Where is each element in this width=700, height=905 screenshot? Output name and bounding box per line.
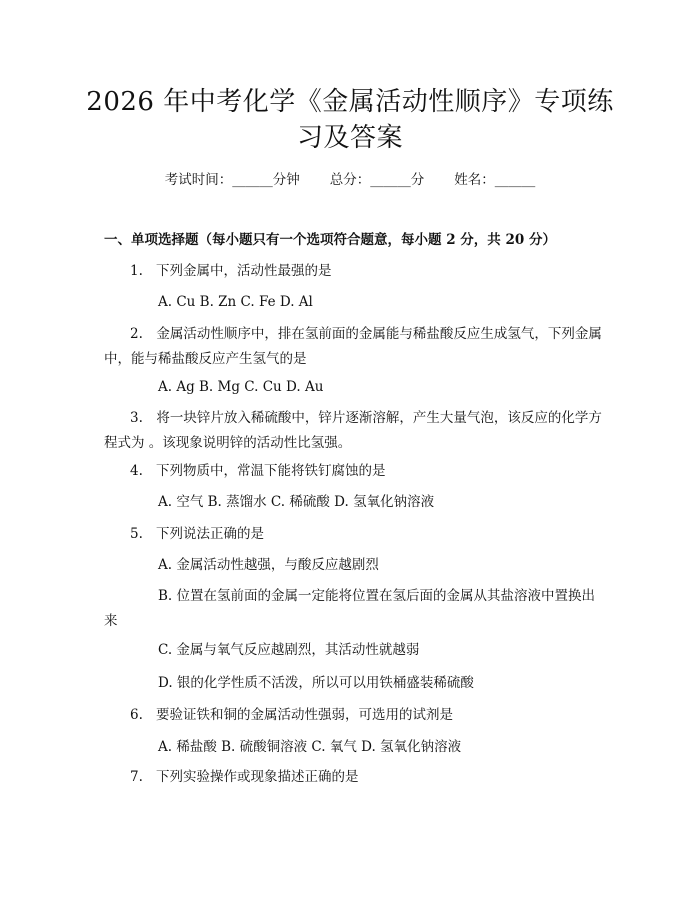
question-5-option-c: C. 金属与氧气反应越剧烈，其活动性就越弱: [158, 642, 420, 658]
document-title: [80, 84, 620, 156]
question-2-options: A. Ag B. Mg C. Cu D. Au: [158, 379, 324, 395]
question-1-options: A. Cu B. Zn C. Fe D. Al: [158, 294, 313, 310]
question-number: 5.: [130, 526, 143, 542]
question-4-options: A. 空气 B. 蒸馏水 C. 稀硫酸 D. 氢氧化钠溶液: [158, 494, 435, 510]
question-5: [130, 524, 610, 544]
total-score-field: 总分：______分: [329, 172, 425, 188]
section-heading: 一、单项选择题（每小题只有一个选项符合题意，每小题 2 分，共 20 分）: [104, 232, 556, 248]
question-text: 下列实验操作或现象描述正确的是: [156, 769, 359, 785]
question-6: [130, 705, 610, 725]
question-6-options: A. 稀盐酸 B. 硫酸铜溶液 C. 氧气 D. 氢氧化钠溶液: [158, 739, 462, 755]
question-number: 1.: [130, 263, 143, 279]
question-5-option-b: B. 位置在氢前面的金属一定能将位置在氢后面的金属从其盐溶液中置换出来: [104, 588, 596, 629]
question-text: 要验证铁和铜的金属活动性强弱，可选用的试剂是: [156, 707, 453, 723]
question-3: 3. 将一块锌片放入稀硫酸中，锌片逐渐溶解，产生大量气泡，该反应的化学方程式为 。该现象说明锌的活动性比氢强。: [104, 410, 602, 451]
question-5-option-d: D. 银的化学性质不活泼，所以可以用铁桶盛装稀硫酸: [158, 675, 474, 691]
title-line-1: 2026 年中考化学《金属活动性顺序》专项练: [86, 87, 614, 117]
question-7: [130, 767, 610, 787]
question-5-option-a: A. 金属活动性越强，与酸反应越剧烈: [158, 557, 379, 573]
exam-time-field: 考试时间：______分钟: [164, 172, 300, 188]
student-name-field: 姓名：______: [454, 172, 536, 188]
question-4: [130, 461, 610, 481]
question-text: 下列金属中，活动性最强的是: [156, 263, 332, 279]
question-2: 2. 金属活动性顺序中，排在氢前面的金属能与稀盐酸反应生成氢气，下列金属中，能与稀盐酸反应产生氢气的是: [104, 326, 602, 367]
question-number: 4.: [130, 463, 143, 479]
question-1: [130, 261, 610, 281]
question-number: 6.: [130, 707, 143, 723]
question-number: 7.: [130, 769, 143, 785]
question-text: 下列物质中，常温下能将铁钉腐蚀的是: [156, 463, 386, 479]
question-text: 下列说法正确的是: [156, 526, 264, 542]
title-line-2: 习及答案: [296, 123, 403, 153]
exam-meta-row: [0, 170, 700, 190]
